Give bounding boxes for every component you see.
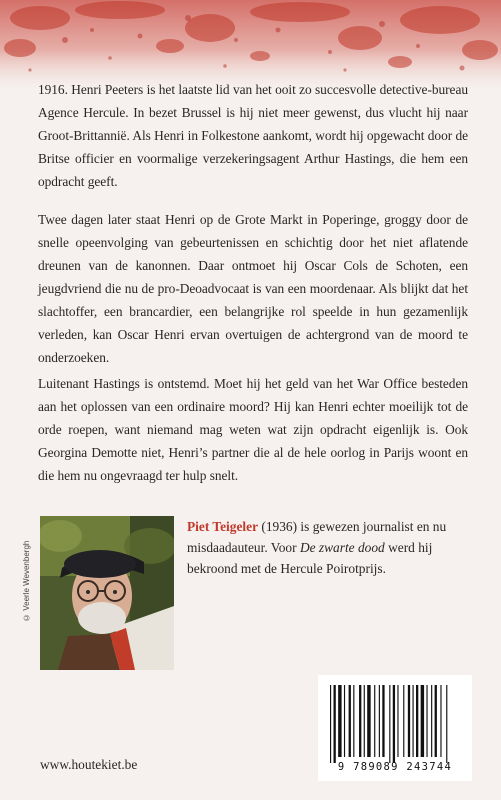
barcode: [326, 683, 464, 765]
blurb-paragraph-1: 1916. Henri Peeters is het laatste lid van het ooit zo succesvolle detective-bureau Agence Hercule. In bezet Brussel is hij niet meer gewenst, dus vlucht hij naar Groot-Brittannië. Als Henri in Folkestone aankomt, wordt hij opgewacht door de Britse officier en voormalige verzekeringsagent Arthur Hastings, die hem een opdracht geeft.: [38, 82, 468, 189]
barcode-bar: [416, 685, 418, 757]
book-title: De zwarte dood: [299, 540, 385, 555]
author-bio-text-1: (1936) is gewezen journalist en nu misdaadauteur. Voor: [187, 519, 447, 555]
barcode-bar: [359, 685, 361, 757]
isbn-number: 9 789089 243744: [337, 761, 453, 773]
publisher-website[interactable]: www.houtekiet.be: [40, 757, 138, 772]
barcode-bar: [349, 685, 351, 757]
barcode-bar: [344, 685, 345, 757]
barcode-bar: [334, 685, 336, 763]
barcode-bar: [367, 685, 370, 757]
barcode-bar: [397, 685, 398, 757]
barcode-bar: [408, 685, 410, 757]
barcode-bar: [446, 685, 447, 763]
barcode-bar: [426, 685, 427, 757]
author-name: Piet Teigeler: [187, 519, 259, 534]
blood-splatter-decoration: [0, 0, 501, 90]
barcode-bar: [330, 685, 331, 763]
barcode-bar: [374, 685, 375, 757]
barcode-bar: [389, 685, 390, 763]
photo-credit: © Veerle Wevenbergh: [22, 540, 31, 622]
author-bio: [187, 516, 479, 579]
barcode-bar: [431, 685, 432, 757]
barcode-bar: [364, 685, 365, 757]
barcode-bar: [382, 685, 384, 757]
barcode-bar: [435, 685, 437, 757]
barcode-bar: [421, 685, 424, 757]
author-bio-text-2: werd hij bekroond met de Hercule Poirotprijs.: [187, 540, 433, 576]
author-photo: [40, 516, 174, 670]
barcode-box: [318, 675, 472, 781]
barcode-bar: [413, 685, 414, 757]
barcode-bar: [353, 685, 354, 757]
blurb-paragraph-2: Twee dagen later staat Henri op de Grote Markt in Poperinge, groggy door de snelle opeenvolging van gebeurtenissen en schichtig door het niet aflatende dreunen van de kanonnen. Daar ontmoet hij Oscar Cols de Schoten, een jeugdvriend die nu de pro-Deoadvocaat is van een moordenaar. Als blijkt dat het slachtoffer, een brancardier, een belangrijke rol speelde in hun gezamenlijk verleden, kan Oscar Henri ervan overtuigen de achtergrond van de moord te onderzoeken.: [38, 212, 468, 365]
barcode-bar: [403, 685, 404, 757]
barcode-bar: [440, 685, 441, 757]
barcode-bar: [393, 685, 395, 763]
blurb-paragraph-3: Luitenant Hastings is ontstemd. Moet hij het geld van het War Office besteden aan het oplossen van een ordinaire moord? Hij kan Henri echter moeilijk tot de orde roepen, want niemand mag weten wat zijn opdracht eigenlijk is. Ook Georgina Demotte niet, Henri’s partner die al de hele oorlog in Parijs woont en die hem nu ongevraagd ter hulp snelt.: [38, 376, 468, 483]
barcode-bar: [338, 685, 341, 757]
barcode-bar: [379, 685, 380, 757]
